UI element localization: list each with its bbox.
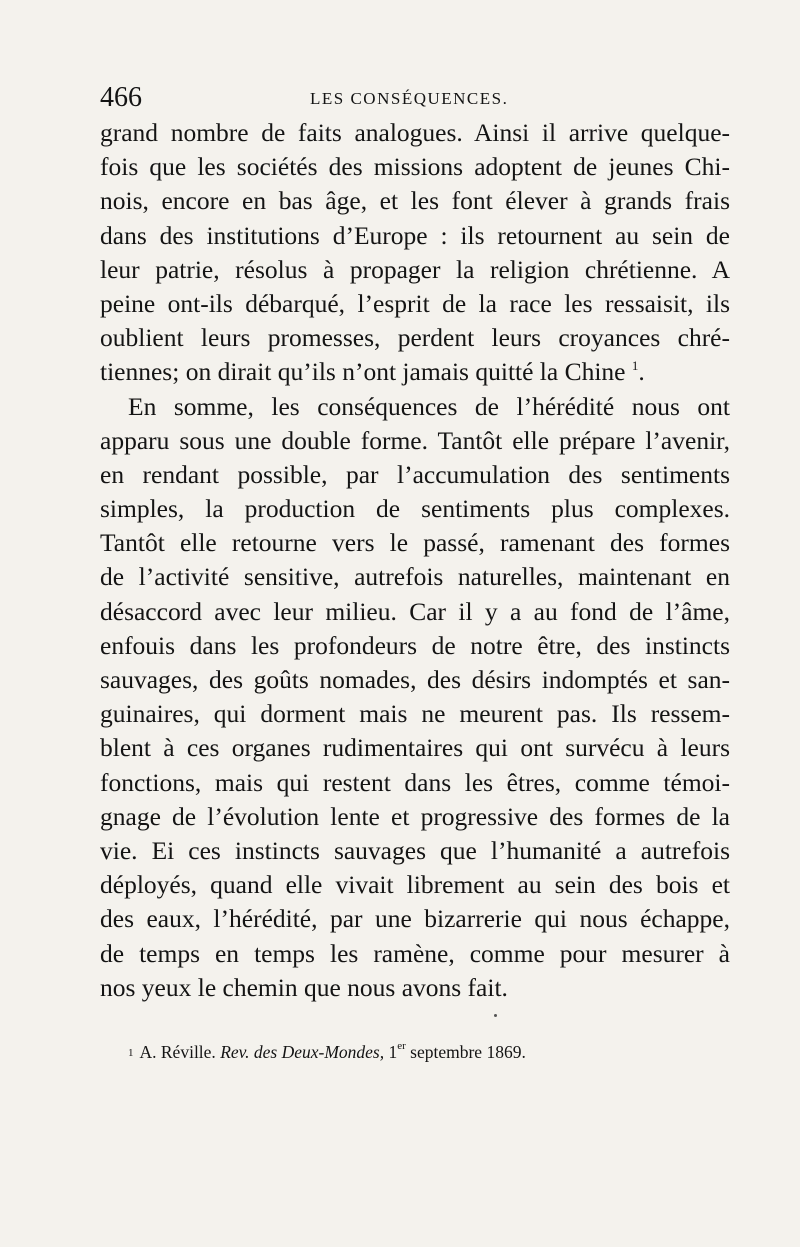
text-line: déployés, quand elle vivait librement au sein des bois et [100,870,730,900]
text-line: sauvages, des goûts nomades, des désirs indomptés et san- [100,665,730,694]
footnote-author: A. Réville. [139,1042,216,1062]
text-line: En somme, les conséquences de l’hérédité nous ont [128,391,730,421]
footnote-date-rest: septembre 1869. [410,1042,526,1062]
page-header [100,80,730,116]
text-line: nos yeux le chemin que nous avons fait. [100,972,508,1002]
text-line: Tantôt elle retourne vers le passé, ramenant des formes [100,528,730,558]
text-line: dans des institutions d’Europe : ils retournent au sein de [100,220,730,250]
text-line: simples, la production de sentiments plus complexes. [100,494,730,524]
paragraph-1 [100,116,730,390]
end-punctuation: . [638,357,645,387]
text-line: leur patrie, résolus à propager la religion chrétienne. A [100,254,730,284]
text-line: guinaires, qui dorment mais ne meurent pas. Ils ressem- [100,699,730,729]
text-line: oublient leurs promesses, perdent leurs croyances chré- [100,323,730,353]
page-number: 466 [100,82,142,113]
running-head: LES CONSÉQUENCES. [310,89,509,108]
text-line-content: tiennes; on dirait qu’ils n’ont jamais quitté la Chine [100,357,626,387]
text-line: enfouis dans les profondeurs de notre être, des instincts [100,630,730,660]
text-line: gnage de l’évolution lente et progressive des formes de la [100,801,730,831]
text-line-with-footnote [100,355,730,389]
text-line: vie. Ei ces instincts sauvages que l’humanité a autrefois [100,835,730,865]
text-line: apparu sous une double forme. Tantôt elle prépare l’avenir, [100,425,730,455]
footnote-mark: 1 [128,1047,134,1059]
text-line: blent à ces organes rudimentaires qui ont survécu à leurs [100,733,730,763]
footnote-journal: Rev. des Deux-Mondes, [220,1042,385,1062]
footnote-reference[interactable]: 1 [631,358,639,374]
footnote [128,1040,728,1064]
text-line: des eaux, l’hérédité, par une bizarrerie qui nous échappe, [100,904,730,934]
text-line: grand nombre de faits analogues. Ainsi il arrive quelque- [100,118,730,147]
text-line: nois, encore en bas âge, et les font élever à grands frais [100,186,730,216]
text-line: de temps en temps les ramène, comme pour mesurer à [100,938,730,968]
text-line: désaccord avec leur milieu. Car il y a au fond de l’âme, [100,596,730,626]
text-line: de l’activité sensitive, autrefois naturelles, maintenant en [100,562,730,592]
paragraph-2 [100,390,730,1005]
text-line: en rendant possible, par l’accumulation des sentiments [100,459,730,489]
print-speck [494,1014,497,1017]
footnote-date-sup: er [397,1040,406,1052]
body-text [100,116,730,1005]
text-line: peine ont-ils débarqué, l’esprit de la race les ressaisit, ils [100,288,730,318]
text-line: fois que les sociétés des missions adoptent de jeunes Chi- [100,152,730,182]
footnote-date-prefix: 1 [388,1042,398,1062]
text-line: fonctions, mais qui restent dans les êtres, comme témoi- [100,767,730,797]
